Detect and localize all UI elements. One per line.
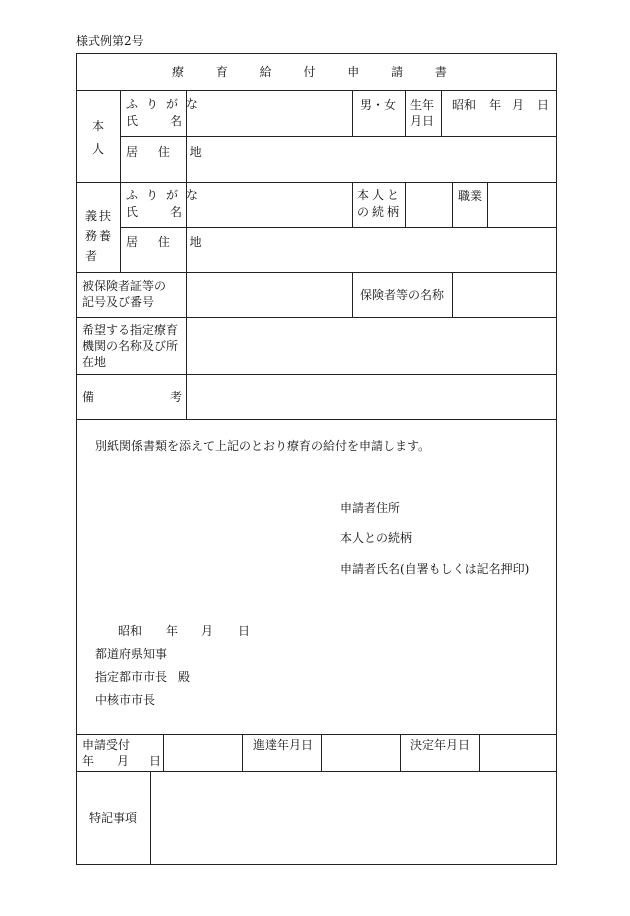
rule-relation-left [352, 182, 353, 227]
rule-insurer-right [452, 272, 453, 317]
birth-label-2: 月日 [410, 114, 435, 128]
relation-label-2: の続柄 [357, 205, 403, 219]
declaration-date-era: 昭和 [118, 624, 143, 638]
rule-birth-right [441, 90, 442, 136]
rule-occupation-right [487, 182, 488, 227]
rule-guardian-bottom [76, 272, 557, 273]
rule-office-1 [163, 734, 164, 771]
patient-furigana-label: ふりがな [126, 97, 207, 111]
forwarded-label: 進達年月日 [253, 738, 314, 752]
received-label: 申請受付 [82, 738, 131, 752]
rule-office-5 [479, 734, 480, 771]
addressee-honorific: 殿 [178, 670, 191, 684]
application-form [76, 53, 557, 865]
rule-gender-left [352, 90, 353, 136]
rule-remarks-bottom [76, 419, 557, 420]
guardian-name-label: 氏 [126, 205, 139, 219]
rule-lower-label-col [186, 272, 187, 419]
guardian-name-label-2: 名 [170, 205, 183, 219]
rule-office-bottom [76, 771, 557, 772]
institution-label-2: 機関の名称及び所 [82, 339, 179, 353]
birth-month: 月 [512, 98, 525, 112]
declaration-date-month: 月 [201, 624, 214, 638]
received-year: 年 [82, 754, 95, 768]
applicant-relation-label: 本人との続柄 [340, 531, 413, 545]
form-title: 療 育 給 付 申 請 書 [172, 65, 461, 79]
insurance-card-label-1: 被保険者証等の [82, 279, 167, 293]
form-number: 様式例第2号 [76, 34, 144, 48]
rule-insurance-bottom [76, 317, 557, 318]
rule-declaration-bottom [76, 734, 557, 735]
rule-relation-right [405, 182, 406, 227]
rule-notes-col [150, 771, 151, 865]
applicant-address-label: 申請者住所 [340, 501, 401, 515]
rule-patient-bottom [76, 182, 557, 183]
rule-office-3 [321, 734, 322, 771]
decided-label: 決定年月日 [410, 738, 471, 752]
addressee-core-city-mayor: 中核市市長 [95, 693, 156, 707]
guardian-address-label: 居 住 地 [126, 235, 210, 249]
remarks-label-1: 備 [82, 390, 95, 404]
addressee-designated-city-mayor: 指定都市市長 [95, 670, 168, 684]
occupation-label: 職業 [458, 189, 483, 203]
received-month: 月 [117, 754, 130, 768]
rule-label-col [120, 90, 121, 272]
institution-label-3: 在地 [82, 355, 107, 369]
relation-label-1: 本人と [357, 188, 403, 202]
rule-insurer-left [352, 272, 353, 317]
declaration-date-year: 年 [166, 624, 179, 638]
rule-occupation-left [452, 182, 453, 227]
gender-label[interactable]: 男・女 [360, 98, 397, 112]
declaration-date-day: 日 [238, 624, 251, 638]
rule-office-2 [242, 734, 243, 771]
rule-institution-bottom [76, 374, 557, 375]
guardian-section-label-col2: 義務者 [84, 209, 97, 263]
insurer-label: 保険者等の名称 [360, 288, 445, 302]
rule-office-4 [400, 734, 401, 771]
guardian-section-label-col1: 扶養 [98, 209, 111, 243]
rule-title-bottom [76, 90, 557, 91]
applicant-name-label: 申請者氏名(自署もしくは記名押印) [340, 562, 530, 576]
patient-address-label: 居 住 地 [126, 145, 210, 159]
addressee-governor: 都道府県知事 [95, 647, 168, 661]
birth-year: 年 [489, 98, 502, 112]
remarks-label-2: 考 [170, 390, 183, 404]
birth-label-1: 生年 [410, 98, 435, 112]
declaration-statement: 別紙関係書類を添えて上記のとおり療育の給付を申請します。 [95, 439, 431, 453]
guardian-furigana-label: ふりがな [126, 188, 207, 202]
special-notes-label: 特記事項 [89, 811, 138, 825]
birth-era: 昭和 [452, 98, 477, 112]
institution-label-1: 希望する指定療育 [82, 323, 179, 337]
rule-birth-left [405, 90, 406, 136]
received-day: 日 [149, 754, 162, 768]
patient-section-label: 本 [92, 119, 105, 133]
patient-name-label-2: 名 [170, 114, 183, 128]
birth-day: 日 [537, 98, 550, 112]
patient-name-label: 氏 [126, 114, 139, 128]
insurance-card-label-2: 記号及び番号 [82, 295, 155, 309]
patient-section-label-2: 人 [92, 142, 105, 156]
